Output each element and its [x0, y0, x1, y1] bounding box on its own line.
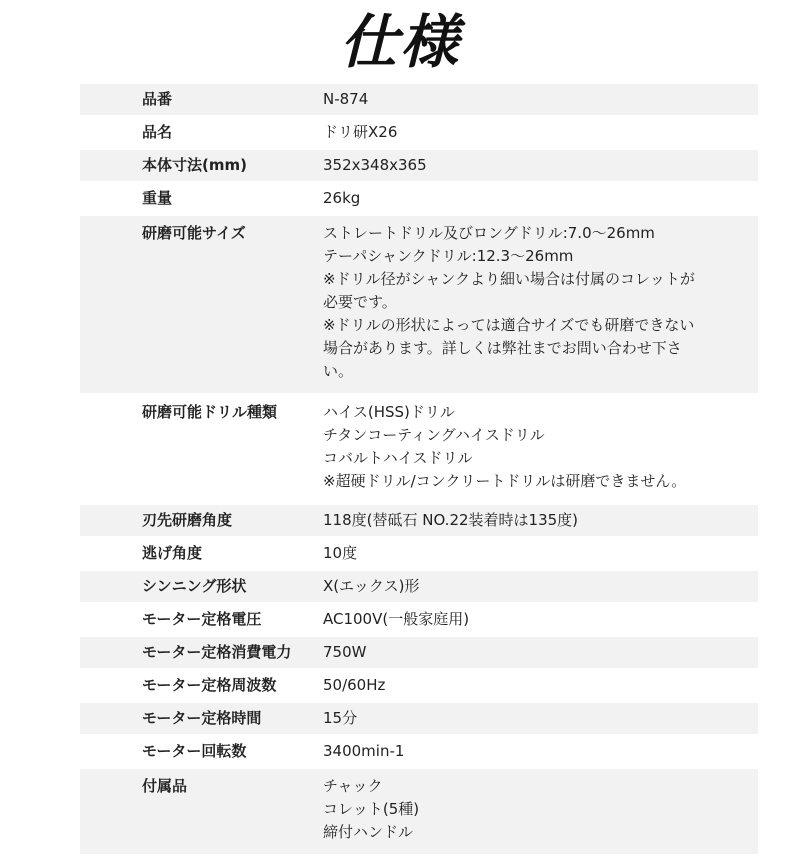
spec-value	[323, 154, 758, 177]
spec-value	[323, 575, 758, 598]
spec-key: モーター回転数	[142, 742, 247, 760]
spec-value-line: 締付ハンドル	[323, 823, 414, 841]
spec-value-line: ※超硬ドリル/コンクリートドリルは研磨できません。	[323, 472, 687, 490]
spec-value-line: チャック	[323, 777, 383, 795]
spec-key: モーター定格周波数	[142, 676, 277, 694]
spec-value-line: 10度	[323, 544, 358, 562]
spec-key: 刃先研磨角度	[142, 511, 233, 529]
spec-value-line: X(エックス)形	[323, 577, 420, 595]
spec-value	[323, 222, 758, 383]
spec-key: 研磨可能ドリル種類	[142, 403, 278, 421]
spec-key: モーター定格電圧	[142, 610, 262, 628]
spec-value-line: 750W	[323, 643, 367, 661]
spec-value	[323, 641, 758, 664]
spec-key: 逃げ角度	[142, 544, 203, 562]
spec-row-dimensions	[80, 150, 758, 183]
spec-row-weight	[80, 183, 758, 216]
spec-row-thinning-shape	[80, 571, 758, 604]
spec-key: 品名	[142, 123, 173, 141]
page-title: 仕様	[339, 8, 460, 76]
spec-value-line: ※ドリルの形状によっては適合サイズでも研磨できない	[323, 316, 695, 334]
spec-row-motor-power	[80, 637, 758, 670]
spec-row-part-number	[80, 84, 758, 117]
spec-row-relief-angle	[80, 538, 758, 571]
spec-value	[323, 608, 758, 631]
spec-table	[80, 84, 758, 856]
spec-value-line: コバルトハイスドリル	[323, 449, 473, 467]
spec-value-line: ハイス(HSS)ドリル	[323, 403, 455, 421]
spec-value-line: ※ドリル径がシャンクより細い場合は付属のコレットが	[323, 270, 695, 288]
spec-key: シンニング形状	[142, 577, 247, 595]
spec-value	[323, 509, 758, 532]
spec-value	[323, 121, 758, 144]
spec-value-line: N-874	[323, 90, 369, 108]
spec-value-line: ドリ研X26	[323, 123, 398, 141]
spec-value-line: 118度(替砥石 NO.22装着時は135度)	[323, 511, 579, 529]
spec-row-motor-rated-time	[80, 703, 758, 736]
spec-row-motor-voltage	[80, 604, 758, 637]
spec-value-line: い。	[323, 362, 354, 380]
spec-value-line: テーパシャンクドリル:12.3～26mm	[323, 247, 574, 265]
spec-row-accessories	[80, 769, 758, 856]
spec-row-drill-types	[80, 395, 758, 505]
spec-value	[323, 88, 758, 111]
spec-row-motor-frequency	[80, 670, 758, 703]
spec-key: 研磨可能サイズ	[142, 224, 246, 242]
spec-key: モーター定格消費電力	[142, 643, 292, 661]
spec-key: 本体寸法(mm)	[142, 156, 247, 174]
spec-row-motor-rpm	[80, 736, 758, 769]
spec-value	[323, 401, 758, 493]
spec-key: 付属品	[142, 777, 188, 795]
spec-value	[323, 707, 758, 730]
spec-value-line: 場合があります。詳しくは弊社までお問い合わせ下さ	[323, 339, 682, 357]
spec-value	[323, 740, 758, 763]
spec-key: モーター定格時間	[142, 709, 262, 727]
spec-key: 品番	[142, 90, 173, 108]
spec-value	[323, 775, 758, 844]
spec-row-product-name	[80, 117, 758, 150]
spec-value-line: 3400min-1	[323, 742, 405, 760]
spec-key: 重量	[142, 189, 173, 207]
spec-value-line: コレット(5種)	[323, 800, 420, 818]
spec-row-point-angle	[80, 505, 758, 538]
spec-value-line: ストレートドリル及びロングドリル:7.0～26mm	[323, 224, 655, 242]
spec-value	[323, 674, 758, 697]
spec-value-line: AC100V(一般家庭用)	[323, 610, 470, 628]
spec-value	[323, 187, 758, 210]
spec-value-line: 352x348x365	[323, 156, 427, 174]
spec-value-line: 50/60Hz	[323, 676, 386, 694]
spec-value-line: 15分	[323, 709, 358, 727]
spec-value-line: チタンコーティングハイスドリル	[323, 426, 545, 444]
spec-value	[323, 542, 758, 565]
spec-value-line: 必要です。	[323, 293, 397, 311]
spec-value-line: 26kg	[323, 189, 361, 207]
spec-row-grindable-size	[80, 216, 758, 395]
